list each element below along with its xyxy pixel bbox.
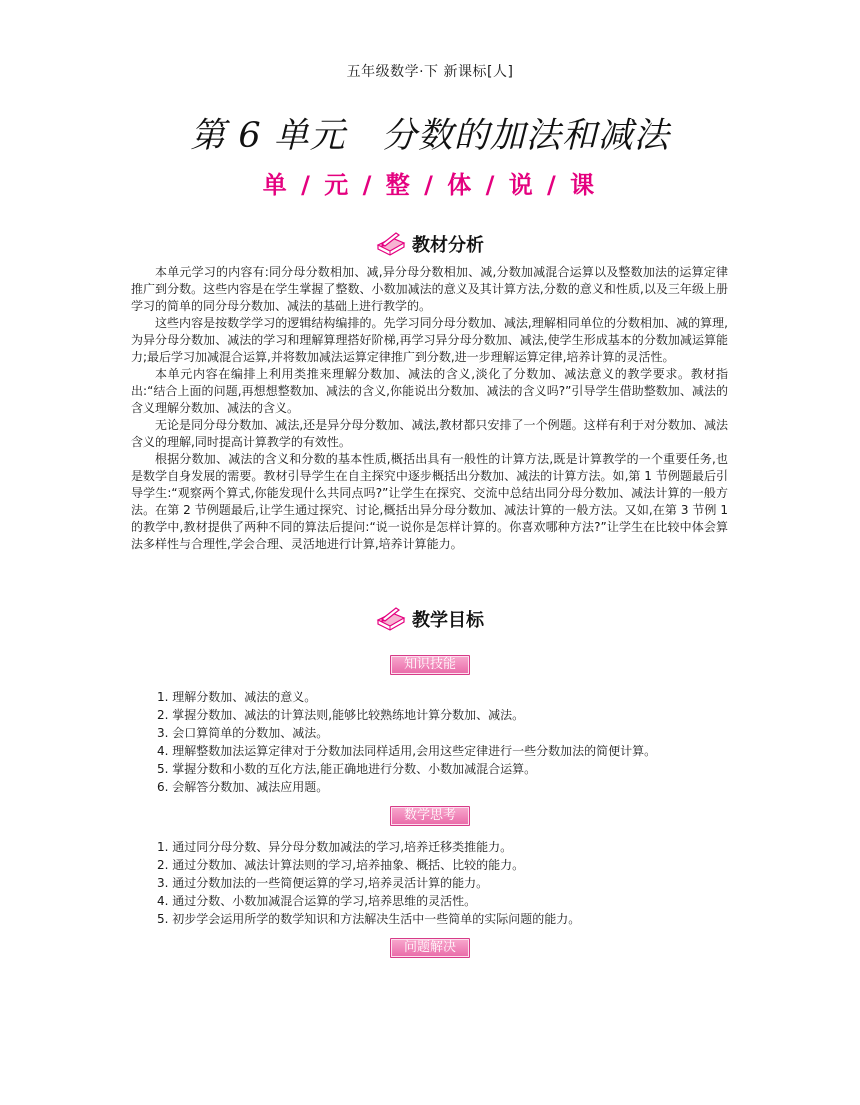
math-thinking-tag: 数学思考 <box>390 806 470 826</box>
goals-heading-label: 教学目标 <box>412 610 484 631</box>
analysis-body <box>131 264 728 553</box>
knowledge-skills-list <box>157 688 757 796</box>
list-item: 6. 会解答分数加、减法应用题。 <box>157 780 329 794</box>
list-item: 3. 通过分数加法的一些简便运算的学习,培养灵活计算的能力。 <box>157 876 489 890</box>
math-thinking-list <box>157 838 757 928</box>
goals-section-heading <box>0 606 860 636</box>
unit-subtitle: 单 / 元 / 整 / 体 / 说 / 课 <box>262 171 598 199</box>
knowledge-skills-tag: 知识技能 <box>390 655 470 675</box>
unit-title: 第 6 单元 分数的加法和减法 <box>190 116 670 156</box>
list-item: 5. 掌握分数和小数的互化方法,能正确地进行分数、小数加减混合运算。 <box>157 762 537 776</box>
list-item: 1. 理解分数加、减法的意义。 <box>157 690 317 704</box>
pencil-book-icon <box>376 606 406 632</box>
list-item: 4. 理解整数加法运算定律对于分数加法同样适用,会用这些定律进行一些分数加法的简便计算。 <box>157 744 657 758</box>
list-item: 5. 初步学会运用所学的数学知识和方法解决生活中一些简单的实际问题的能力。 <box>157 912 581 926</box>
analysis-paragraph: 这些内容是按数学学习的逻辑结构编排的。先学习同分母分数加、减法,理解相同单位的分数相加、减的算理,为异分母分数加、减法的学习和理解算理搭好阶梯,再学习异分母分数加、减法,使学生形成基本的分数加减运算能力;最后学习加减混合运算,并将数加减法运算定律推广到分数,进一步理解运算定律,培养计算的灵活性。 <box>131 316 728 364</box>
analysis-heading-label: 教材分析 <box>412 235 484 256</box>
pencil-book-icon <box>376 231 406 257</box>
list-item: 4. 通过分数、小数加减混合运算的学习,培养思维的灵活性。 <box>157 894 477 908</box>
list-item: 3. 会口算简单的分数加、减法。 <box>157 726 329 740</box>
analysis-paragraph: 本单元内容在编排上利用类推来理解分数加、减法的含义,淡化了分数加、减法意义的教学要求。教材指出:“结合上面的问题,再想想整数加、减法的含义,你能说出分数加、减法的含义吗?”引导学生借助整数加、减法的含义理解分数加、减法的含义。 <box>131 367 728 415</box>
analysis-paragraph: 无论是同分母分数加、减法,还是异分母分数加、减法,教材都只安排了一个例题。这样有利于对分数加、减法含义的理解,同时提高计算教学的有效性。 <box>131 418 728 449</box>
list-item: 2. 掌握分数加、减法的计算法则,能够比较熟练地计算分数加、减法。 <box>157 708 525 722</box>
problem-solving-tag: 问题解决 <box>390 938 470 958</box>
list-item: 1. 通过同分母分数、异分母分数加减法的学习,培养迁移类推能力。 <box>157 840 513 854</box>
running-header: 五年级数学·下 新课标[人] <box>346 64 514 80</box>
list-item: 2. 通过分数加、减法计算法则的学习,培养抽象、概括、比较的能力。 <box>157 858 525 872</box>
analysis-paragraph: 根据分数加、减法的含义和分数的基本性质,概括出具有一般性的计算方法,既是计算教学的一个重要任务,也是数学自身发展的需要。教材引导学生在自主探究中逐步概括出分数加、减法的计算方法。如,第 1 节例题最后引导学生:“观察两个算式,你能发现什么共同点吗?”让学生在探究、交流中总结出同分母分数加、减法计算的一般方法。在第 2 节例题最后,让学生通过探究、讨论,概括出异分母分数加、减法计算的一般方法。又如,在第 3 节例 1 的教学中,教材提供了两种不同的算法后提问:“说一说你是怎样计算的。你喜欢哪种方法?”让学生在比较中体会算法多样性与合理性,学会合理、灵活地进行计算,培养计算能力。 <box>131 452 728 551</box>
analysis-section-heading <box>0 231 860 261</box>
analysis-paragraph: 本单元学习的内容有:同分母分数相加、减,异分母分数相加、减,分数加减混合运算以及整数加法的运算定律推广到分数。这些内容是在学生掌握了整数、小数加减法的意义及其计算方法,分数的意义和性质,以及三年级上册学习的简单的同分母分数加、减法的基础上进行教学的。 <box>131 265 728 313</box>
